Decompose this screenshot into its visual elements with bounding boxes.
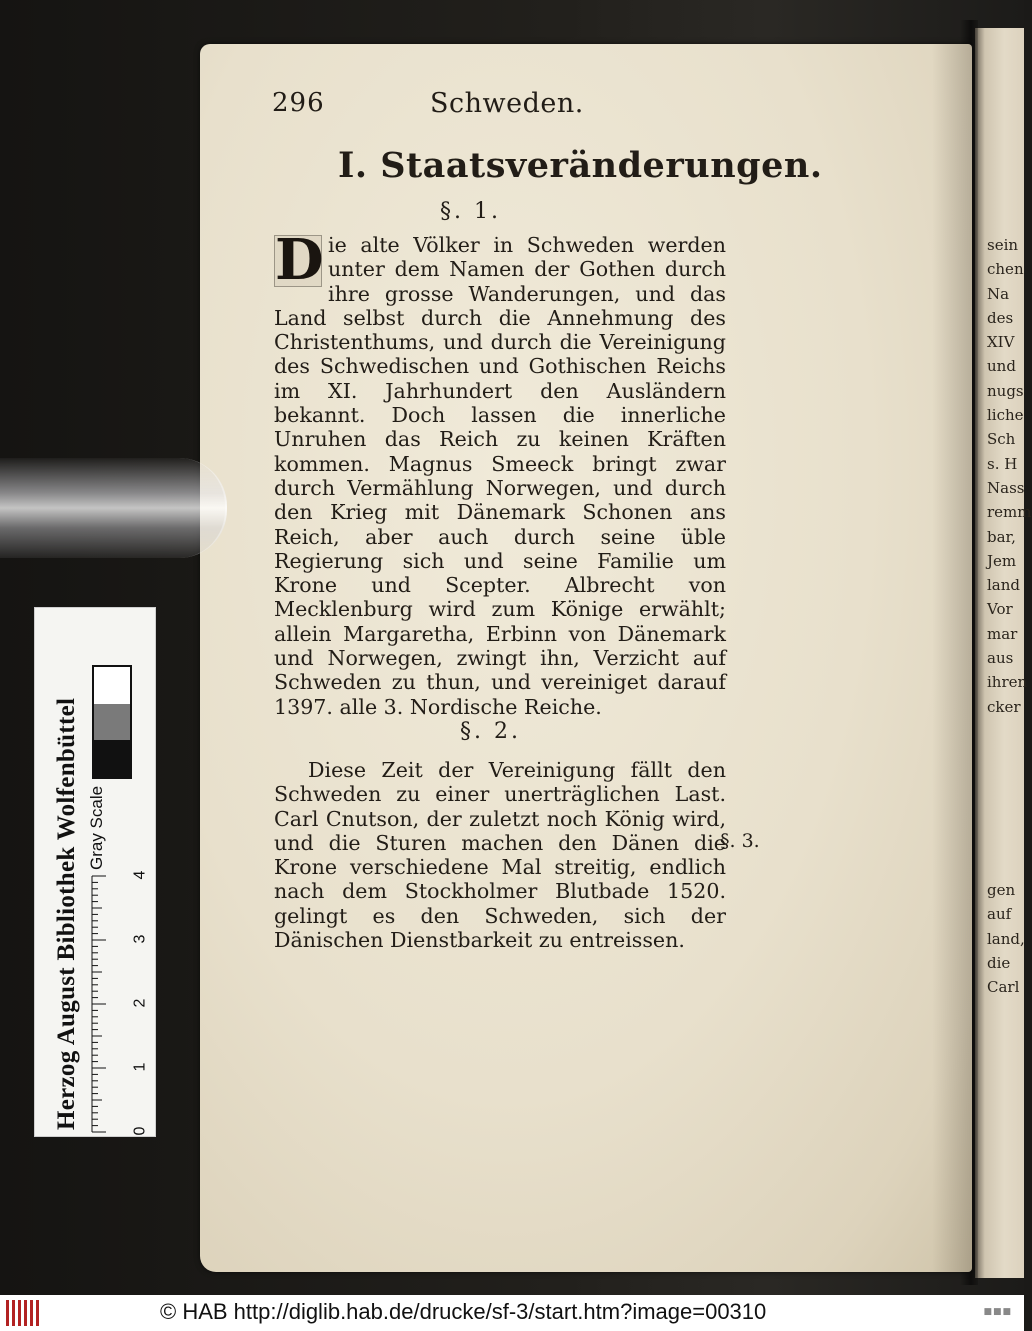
swatch-gray: [94, 704, 130, 741]
drop-cap: D: [275, 227, 324, 293]
paragraph-2: Diese Zeit der Vereinigung fällt den Schweden zu einer unerträglichen Last. Carl Cnutson, der zuletzt noch König wird, und die Sturen machen den Dänen die Krone verschiedene Mal streitig, endlich nach dem Stockholmer Blutbade 1520. gelingt es den Schweden, sich der Dänischen Dienstbarkeit zu entreissen.: [274, 758, 726, 953]
gray-scale-swatches: [92, 665, 132, 779]
facing-page-upper-fragments: sein chen Na des XIV und nugs liche Sch s. H Nass remm bar, Jem land Vor mar aus ihren cker: [987, 236, 1032, 716]
swatch-white: [94, 667, 130, 704]
ruler-tick-label: 1: [131, 1062, 149, 1072]
footer-dots-icon: ■■■: [983, 1307, 1012, 1317]
page-number: 296: [272, 88, 325, 118]
section-title: I. Staatsveränderungen.: [338, 145, 823, 186]
paragraph-2-mark: §. 2.: [460, 719, 521, 744]
ruler-institution-label: Herzog August Bibliothek Wolfenbüttel: [53, 697, 80, 1130]
ruler-tick-label: 3: [131, 934, 149, 944]
footer-bar: [0, 1295, 1024, 1331]
swatch-black: [94, 740, 130, 777]
running-head: Schweden.: [430, 88, 584, 119]
hab-logo-icon: [6, 1300, 40, 1326]
ruler-gray-scale-label: Gray Scale: [87, 785, 106, 870]
ruler-tick-label: 2: [131, 998, 149, 1008]
paragraph-1-mark: §. 1.: [440, 199, 501, 224]
page-clip-weight: [0, 458, 227, 558]
ruler-tick-label: 0: [131, 1126, 149, 1136]
catchword: §. 3.: [720, 830, 760, 852]
paragraph-1: [274, 227, 726, 719]
ruler-tick-label: 4: [131, 870, 149, 880]
facing-page-edge: [975, 28, 1032, 1278]
footer-copyright-url[interactable]: © HAB http://diglib.hab.de/drucke/sf-3/start.htm?image=00310: [160, 1299, 767, 1324]
paragraph-1-text: ie alte Völker in Schweden werden unter dem Namen der Gothen durch ihre grosse Wanderungen, und das Land selbst durch die Annehmung des Christenthums, und durch die Vereinigung des Schwedischen und Gothischen Reichs im XI. Jahrhundert den Ausländern bekannt. Doch lassen die innerliche Unruhen das Reich zu keinen Kräften kommen. Magnus Smeeck bringt zwar durch Vermählung Norwegen, und durch den Krieg mit Dänemark Schonen ans Reich, aber auch durch seine üble Regierung sich und seine Familie um Krone und Scepter. Albrecht von Mecklenburg wird zum Könige erwählt; allein Margaretha, Erbinn von Dänemark und Norwegen, zwingt ihn, Verzicht auf Schweden zu thun, und vereiniget darauf 1397. alle 3. Nordische Reiche.: [274, 233, 726, 719]
facing-page-lower-fragments: gen auf land, die Carl: [987, 881, 1025, 997]
